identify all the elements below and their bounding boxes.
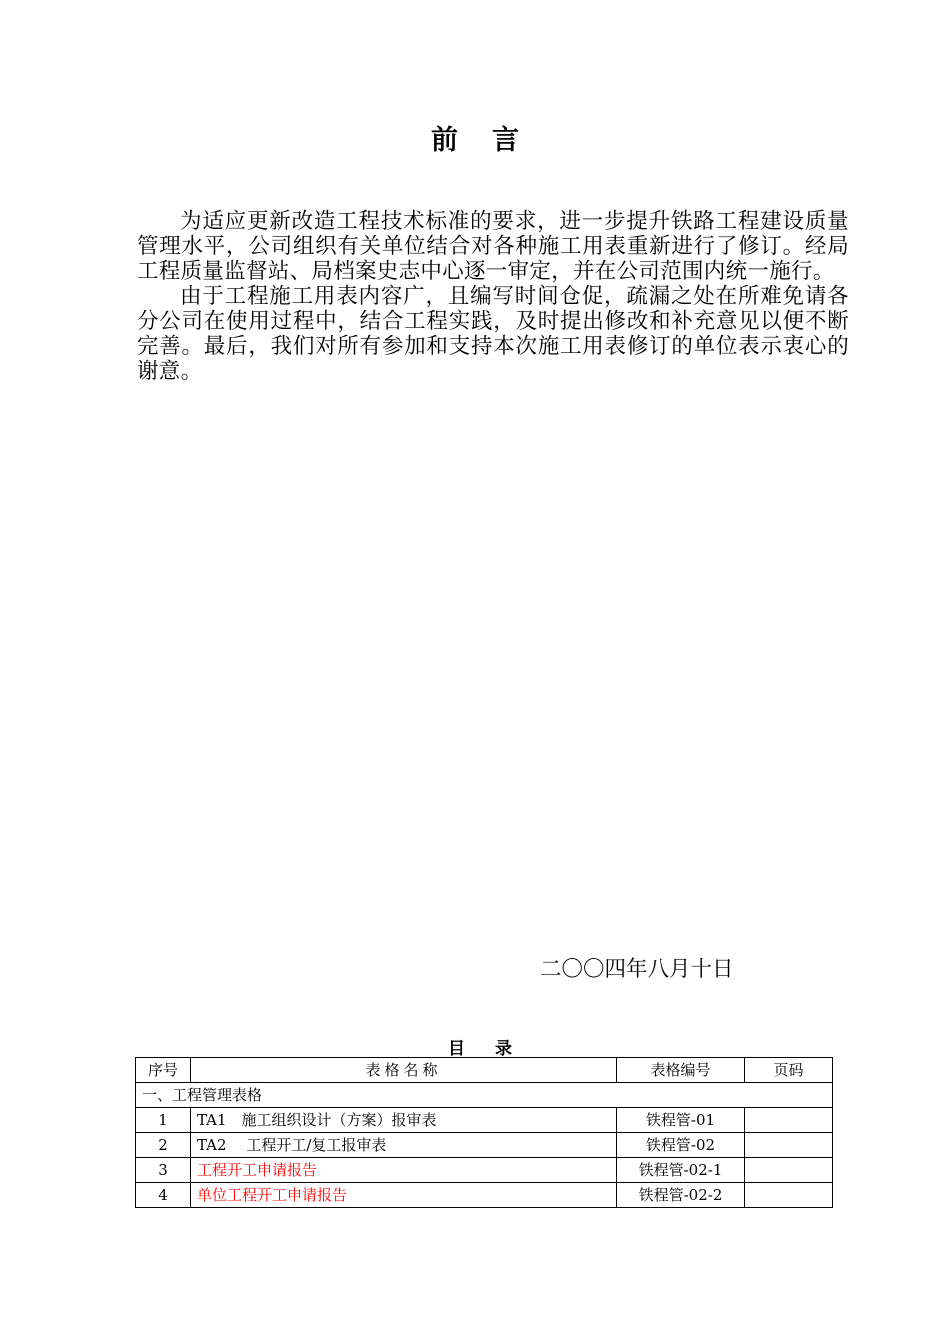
row-name: TA2 工程开工/复工报审表 — [191, 1133, 617, 1158]
row-code: 铁程管-01 — [617, 1108, 745, 1133]
row-num: 4 — [136, 1183, 191, 1208]
table-row — [136, 1183, 833, 1208]
row-page — [745, 1108, 833, 1133]
row-page — [745, 1133, 833, 1158]
toc-table — [135, 1057, 833, 1208]
header-name: 表格名称 — [191, 1058, 617, 1083]
toc-section-row — [136, 1083, 833, 1108]
row-page — [745, 1183, 833, 1208]
row-name-highlighted: 单位工程开工申请报告 — [191, 1183, 617, 1208]
row-name: TA1 施工组织设计（方案）报审表 — [191, 1108, 617, 1133]
toc-title: 目录 — [448, 1039, 542, 1059]
header-page: 页码 — [745, 1058, 833, 1083]
row-code: 铁程管-02 — [617, 1133, 745, 1158]
preface-title: 前言 — [431, 125, 553, 156]
table-row — [136, 1133, 833, 1158]
preface-paragraph-2: 由于工程施工用表内容广，且编写时间仓促，疏漏之处在所难免请各分公司在使用过程中，结合工程实践，及时提出修改和补充意见以便不断完善。最后，我们对所有参加和支持本次施工用表修订的单位表示衷心的谢意。 — [137, 284, 849, 384]
header-code: 表格编号 — [617, 1058, 745, 1083]
row-num: 3 — [136, 1158, 191, 1183]
preface-paragraph-1: 为适应更新改造工程技术标准的要求，进一步提升铁路工程建设质量管理水平，公司组织有关单位结合对各种施工用表重新进行了修订。经局工程质量监督站、局档案史志中心逐一审定，并在公司范围内统一施行。 — [137, 209, 849, 284]
row-num: 2 — [136, 1133, 191, 1158]
row-code: 铁程管-02-2 — [617, 1183, 745, 1208]
row-code: 铁程管-02-1 — [617, 1158, 745, 1183]
preface-body — [137, 209, 849, 384]
preface-date: 二〇〇四年八月十日 — [540, 957, 734, 982]
toc-header-row — [136, 1058, 833, 1083]
table-row — [136, 1108, 833, 1133]
row-page — [745, 1158, 833, 1183]
row-num: 1 — [136, 1108, 191, 1133]
header-num: 序号 — [136, 1058, 191, 1083]
row-name-highlighted: 工程开工申请报告 — [191, 1158, 617, 1183]
table-row — [136, 1158, 833, 1183]
section-label: 一、工程管理表格 — [136, 1083, 833, 1108]
